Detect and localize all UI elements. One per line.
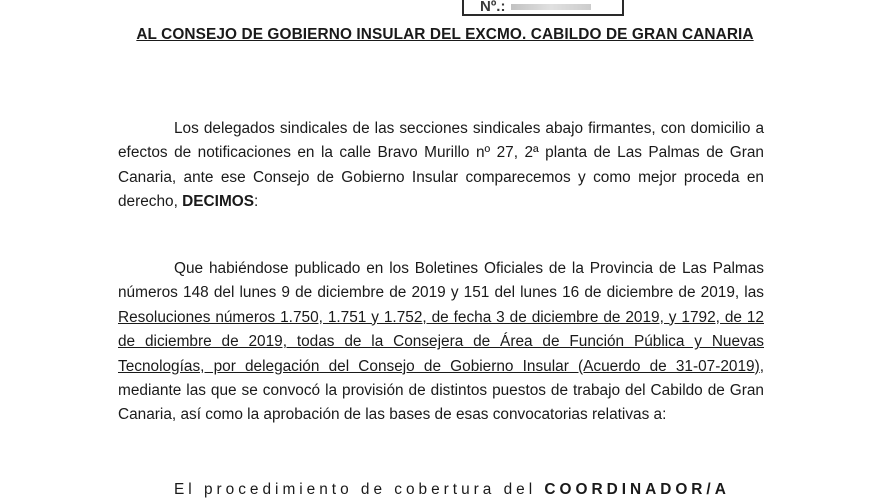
stamp-number-smudge bbox=[511, 4, 591, 10]
paragraph-publication bbox=[118, 257, 764, 428]
document-heading: AL CONSEJO DE GOBIERNO INSULAR DEL EXCMO. CABILDO DE GRAN CANARIA bbox=[136, 26, 754, 43]
paragraph-procedure-bold: COORDINADOR/A bbox=[544, 481, 730, 498]
paragraph-procedure bbox=[118, 478, 764, 502]
paragraph-procedure-text: El procedimiento de cobertura del bbox=[174, 481, 545, 498]
paragraph-delegates-end: : bbox=[254, 193, 259, 211]
paragraph-publication-rest: , mediante las que se convocó la provisión de distintos puestos de trabajo del Cabildo de Gran Canaria, así como la aprobación de las bases de esas convocatorias relativas a: bbox=[118, 357, 764, 424]
registry-stamp bbox=[462, 0, 624, 16]
paragraph-delegates bbox=[118, 117, 764, 215]
stamp-number-label: Nº.: bbox=[480, 0, 506, 15]
paragraph-delegates-bold: DECIMOS bbox=[182, 193, 254, 211]
paragraph-publication-resolutions: Resoluciones números 1.750, 1.751 y 1.752, de fecha 3 de diciembre de 2019, y 1792, de 12 de diciembre de 2019, todas de la Consejera de Área de Función Pública y Nuevas Tecnologías, por delegación del Consejo de Gobierno Insular (Acuerdo de 31-07-2019) bbox=[118, 308, 764, 375]
paragraph-publication-intro: Que habiéndose publicado en los Boletines Oficiales de la Provincia de Las Palmas números 148 del lunes 9 de diciembre de 2019 y 151 del lunes 16 de diciembre de 2019, las bbox=[118, 260, 764, 302]
paragraph-delegates-text: Los delegados sindicales de las secciones sindicales abajo firmantes, con domicilio a efectos de notificaciones en la calle Bravo Murillo nº 27, 2ª planta de Las Palmas de Gran Canaria, ante ese Consejo de Gobierno Insular comparecemos y como mejor proceda en derecho, bbox=[118, 120, 764, 211]
